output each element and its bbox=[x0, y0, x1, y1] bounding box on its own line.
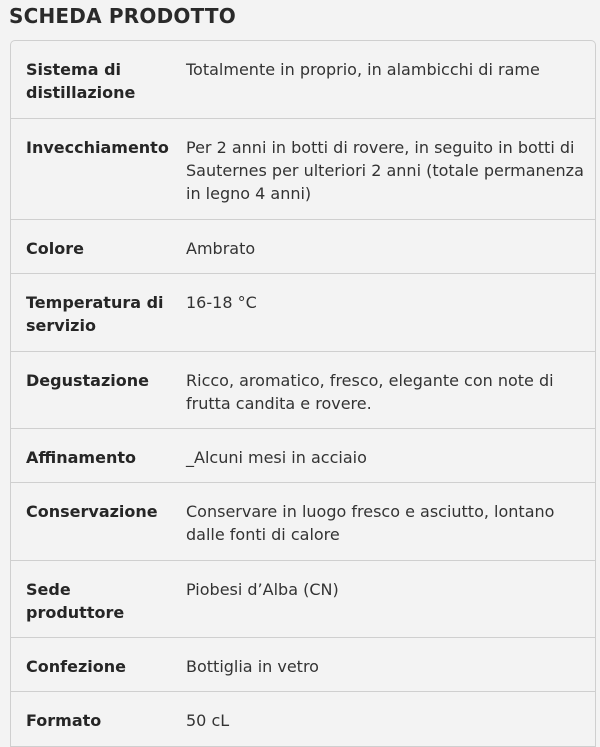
spec-label: Degustazione bbox=[26, 371, 149, 390]
spec-label: Sistema di distillazione bbox=[26, 60, 136, 102]
spec-row-serving-temperature bbox=[11, 274, 595, 352]
spec-label: Colore bbox=[26, 239, 84, 258]
spec-label: Formato bbox=[26, 711, 102, 730]
spec-value: Per 2 anni in botti di rovere, in seguito in botti di Sauternes per ulteriori 2 anni (totale permanenza in legno 4 anni) bbox=[186, 138, 584, 203]
spec-row-aging bbox=[11, 119, 595, 220]
spec-value: Piobesi d’Alba (CN) bbox=[186, 580, 339, 599]
spec-value: Bottiglia in vetro bbox=[186, 657, 319, 676]
spec-label: Confezione bbox=[26, 657, 126, 676]
spec-value: Ricco, aromatico, fresco, elegante con note di frutta candita e rovere. bbox=[186, 371, 554, 413]
section-title: SCHEDA PRODOTTO bbox=[9, 4, 236, 28]
spec-row-distillation bbox=[11, 41, 595, 119]
spec-value: 16-18 °C bbox=[186, 293, 257, 312]
spec-value: _Alcuni mesi in acciaio bbox=[186, 448, 367, 467]
spec-value: Ambrato bbox=[186, 239, 256, 258]
spec-row-producer-location bbox=[11, 561, 595, 638]
spec-row-format bbox=[11, 692, 595, 747]
spec-label: Invecchiamento bbox=[26, 138, 169, 157]
spec-row-tasting bbox=[11, 352, 595, 429]
spec-value: 50 cL bbox=[186, 711, 230, 730]
spec-row-refinement bbox=[11, 429, 595, 483]
spec-label: Temperatura di servizio bbox=[26, 293, 164, 335]
spec-row-storage bbox=[11, 483, 595, 561]
spec-label: Conservazione bbox=[26, 502, 158, 521]
spec-label: Affinamento bbox=[26, 448, 136, 467]
spec-value: Conservare in luogo fresco e asciutto, lontano dalle fonti di calore bbox=[186, 502, 555, 544]
product-spec-table bbox=[10, 40, 596, 747]
spec-label: Sede produttore bbox=[26, 580, 125, 622]
spec-row-packaging bbox=[11, 638, 595, 692]
spec-row-color bbox=[11, 220, 595, 274]
spec-value: Totalmente in proprio, in alambicchi di rame bbox=[186, 60, 540, 79]
